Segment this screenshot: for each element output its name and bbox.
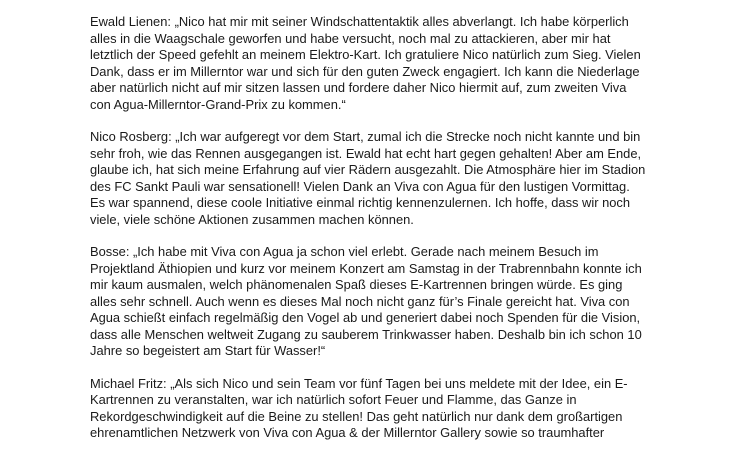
- text-line: glaube ich, hat sich meine Erfahrung auf vier Rädern ausgezahlt. Die Atmosphäre hier im Stadion: [90, 162, 646, 177]
- document-body: [90, 14, 690, 458]
- text-line: letztlich der Speed gefehlt an meinem Elektro-Kart. Ich gratuliere Nico natürlich zum Sieg. Vielen: [90, 47, 641, 62]
- text-line: Agua schießt einfach regelmäßig den Vogel ab und generiert dabei noch Spenden für die Vision,: [90, 310, 641, 325]
- text-line: Kartrennen zu veranstalten, war ich natürlich sofort Feuer und Flamme, das Ganze in: [90, 392, 577, 407]
- text-line: viele, viele schöne Aktionen zusammen machen können.: [90, 211, 414, 227]
- text-line: mir kaum ausmalen, welch phänomenalen Spaß dieses E-Kartrennen bringen würde. Es ging: [90, 277, 623, 292]
- text-line: Nico Rosberg: „Ich war aufgeregt vor dem Start, zumal ich die Strecke noch nicht kannte und bin: [90, 129, 641, 144]
- paragraph-ewald-lienen: [90, 14, 690, 113]
- text-line: Jahre so begeistert am Start für Wasser!“: [90, 343, 326, 358]
- text-line: Projektland Äthiopien und kurz vor meinem Konzert am Samstag in der Trabrennbahn konnte ich: [90, 260, 642, 276]
- text-line: Es war spannend, diese coole Initiative einmal richtig kennenzulernen. Ich hoffe, dass wir noch: [90, 195, 631, 210]
- text-line: con Agua-Millerntor-Grand-Prix zu kommen.“: [90, 96, 346, 112]
- text-line: Michael Fritz: „Als sich Nico und sein Team vor fünf Tagen bei uns meldete mit der Idee, ein E-: [90, 375, 628, 391]
- text-line: aber natürlich nicht auf mir sitzen lassen und fordere daher Nico hiermit auf, zum zweiten Viva: [90, 80, 627, 95]
- text-line: Dank, dass er im Millerntor war und sich für den guten Zweck engagiert. Ich kann die Niederlage: [90, 63, 640, 79]
- text-line: Bosse: „Ich habe mit Viva con Agua ja schon viel erlebt. Gerade nach meinem Besuch im: [90, 244, 599, 259]
- text-line: alles sehr schnell. Auch wenn es dieses Mal noch nicht ganz für’s Finale gereicht hat. Viva con: [90, 293, 630, 309]
- text-line: alles in die Waagschale geworfen und habe versucht, noch mal zu attackieren, aber mir hat: [90, 30, 611, 46]
- paragraph-bosse: [90, 244, 690, 360]
- text-line: ehrenamtlichen Netzwerk von Viva con Agua & der Millerntor Gallery sowie so traumhafter: [90, 425, 605, 440]
- text-line: Ewald Lienen: „Nico hat mir mit seiner Windschattentaktik alles abverlangt. Ich habe körperlich: [90, 14, 629, 29]
- text-line: des FC Sankt Pauli war sensationell! Vielen Dank an Viva con Agua für den lustigen Vormittag.: [90, 178, 630, 194]
- text-line: dass alle Menschen weltweit Zugang zu sauberem Trinkwasser haben. Deshalb bin ich schon 10: [90, 326, 642, 342]
- paragraph-nico-rosberg: [90, 129, 690, 228]
- paragraph-michael-fritz: [90, 376, 690, 442]
- text-line: sehr froh, wie das Rennen ausgegangen ist. Ewald hat echt hart gegen gehalten! Aber am Ende,: [90, 145, 642, 161]
- text-line: Rekordgeschwindigkeit auf die Beine zu stellen! Das geht natürlich nur dank dem großartigen: [90, 408, 623, 424]
